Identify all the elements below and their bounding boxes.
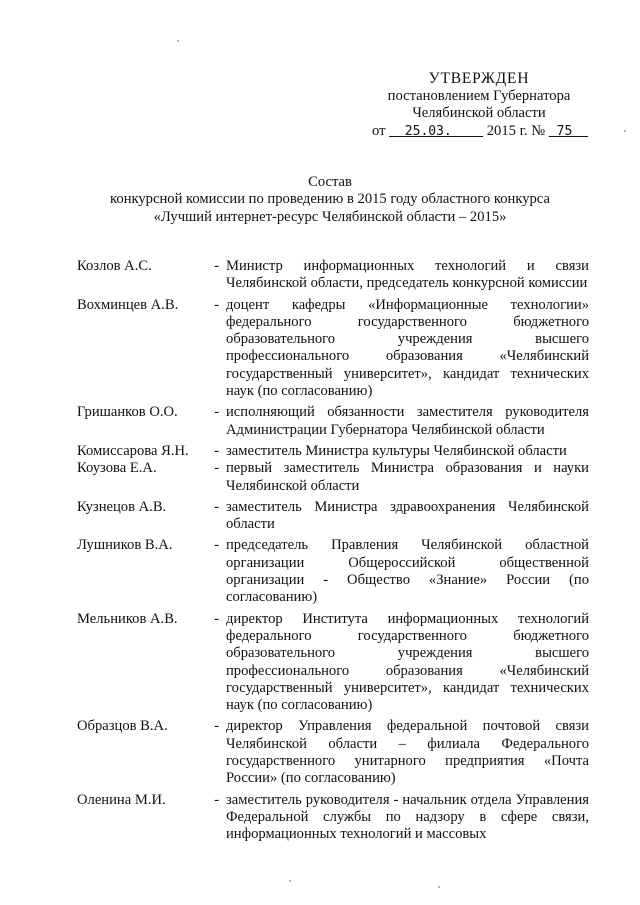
member-row (77, 611, 589, 715)
member-dash: - (214, 442, 219, 459)
member-name: Гришанков О.О. (77, 404, 178, 421)
member-position: председатель Правления Челябинской областной организации Общероссийской общественной организации - Общество «Знание» России (по согласованию) (226, 537, 589, 606)
member-name: Оленина М.И. (77, 791, 166, 808)
member-position: директор Управления федеральной почтовой связи Челябинской области – филиала Федерального государственного унитарного предприятия «Почта России» (по согласованию) (226, 718, 589, 787)
member-name: Лушников В.А. (77, 537, 173, 554)
approval-line-1: постановлением Губернатора (387, 88, 571, 104)
member-name: Коузова Е.А. (77, 460, 157, 477)
member-dash: - (214, 498, 219, 515)
approval-title: УТВЕРЖДЕН (428, 70, 530, 87)
member-position: первый заместитель Министра образования и науки Челябинской области (226, 460, 589, 494)
approval-date-line (372, 123, 586, 140)
member-dash: - (214, 718, 219, 735)
member-position: заместитель руководителя - начальник отдела Управления Федеральной службы по надзору в сфере связи, информационных технологий и массовых (226, 791, 589, 843)
member-name: Вохминцев А.В. (77, 296, 179, 313)
scan-speck (177, 40, 179, 42)
member-name: Козлов А.С. (77, 258, 152, 274)
member-name: Образцов В.А. (77, 718, 168, 735)
member-position: заместитель Министра культуры Челябинской области (226, 442, 567, 459)
member-row (77, 404, 589, 439)
member-row (77, 499, 589, 534)
member-dash: - (214, 791, 219, 808)
member-name: Комиссарова Я.Н. (77, 442, 189, 459)
year-text: 2015 г. (486, 122, 528, 139)
member-position: исполняющий обязанности заместителя руководителя Администрации Губернатора Челябинской области (226, 404, 589, 438)
number-value: 75 (556, 123, 573, 139)
member-dash: - (214, 460, 219, 477)
date-value: 25.03. (404, 123, 452, 139)
approval-line-2: Челябинской области (412, 105, 546, 122)
member-position: доцент кафедры «Информационные технологии» федерального государственного бюджетного образовательного учреждения высшего профессионального образования «Челябинский государственный университет», кандидат технических наук (по согласованию) (226, 296, 589, 400)
member-row (77, 792, 589, 844)
member-row (77, 537, 589, 606)
member-dash: - (214, 610, 219, 627)
member-dash: - (214, 404, 219, 421)
member-position: заместитель Министра здравоохранения Челябинской области (226, 498, 589, 533)
member-dash: - (214, 537, 219, 554)
member-row (77, 443, 589, 460)
member-row (77, 460, 589, 495)
heading-line-2: конкурсной комиссии по проведению в 2015 году областного конкурса (110, 191, 550, 208)
member-dash: - (214, 296, 219, 313)
member-position: Министр информационных технологий и связи Челябинской области, председатель конкурсной комиссии (226, 258, 589, 292)
commission-member-list (77, 258, 589, 844)
member-row (77, 258, 589, 293)
scan-speck (438, 886, 440, 888)
heading-line-3: «Лучший интернет-ресурс Челябинской области – 2015» (153, 208, 507, 225)
member-position: директор Института информационных технологий федерального государственного бюджетного образовательного учреждения высшего профессионального образования «Челябинский государственный университет», кандидат технических наук (по согласованию) (226, 610, 589, 714)
document-heading (60, 174, 600, 226)
member-row (77, 718, 589, 787)
number-prefix: № (531, 122, 546, 139)
date-prefix: от (372, 122, 386, 139)
member-dash: - (214, 258, 219, 274)
scan-speck (289, 880, 291, 882)
member-name: Кузнецов А.В. (77, 498, 167, 515)
member-name: Мельников А.В. (77, 610, 178, 627)
member-row (77, 297, 589, 401)
approval-stamp (372, 70, 586, 140)
scan-speck (624, 130, 626, 132)
heading-line-1: Состав (308, 174, 352, 190)
